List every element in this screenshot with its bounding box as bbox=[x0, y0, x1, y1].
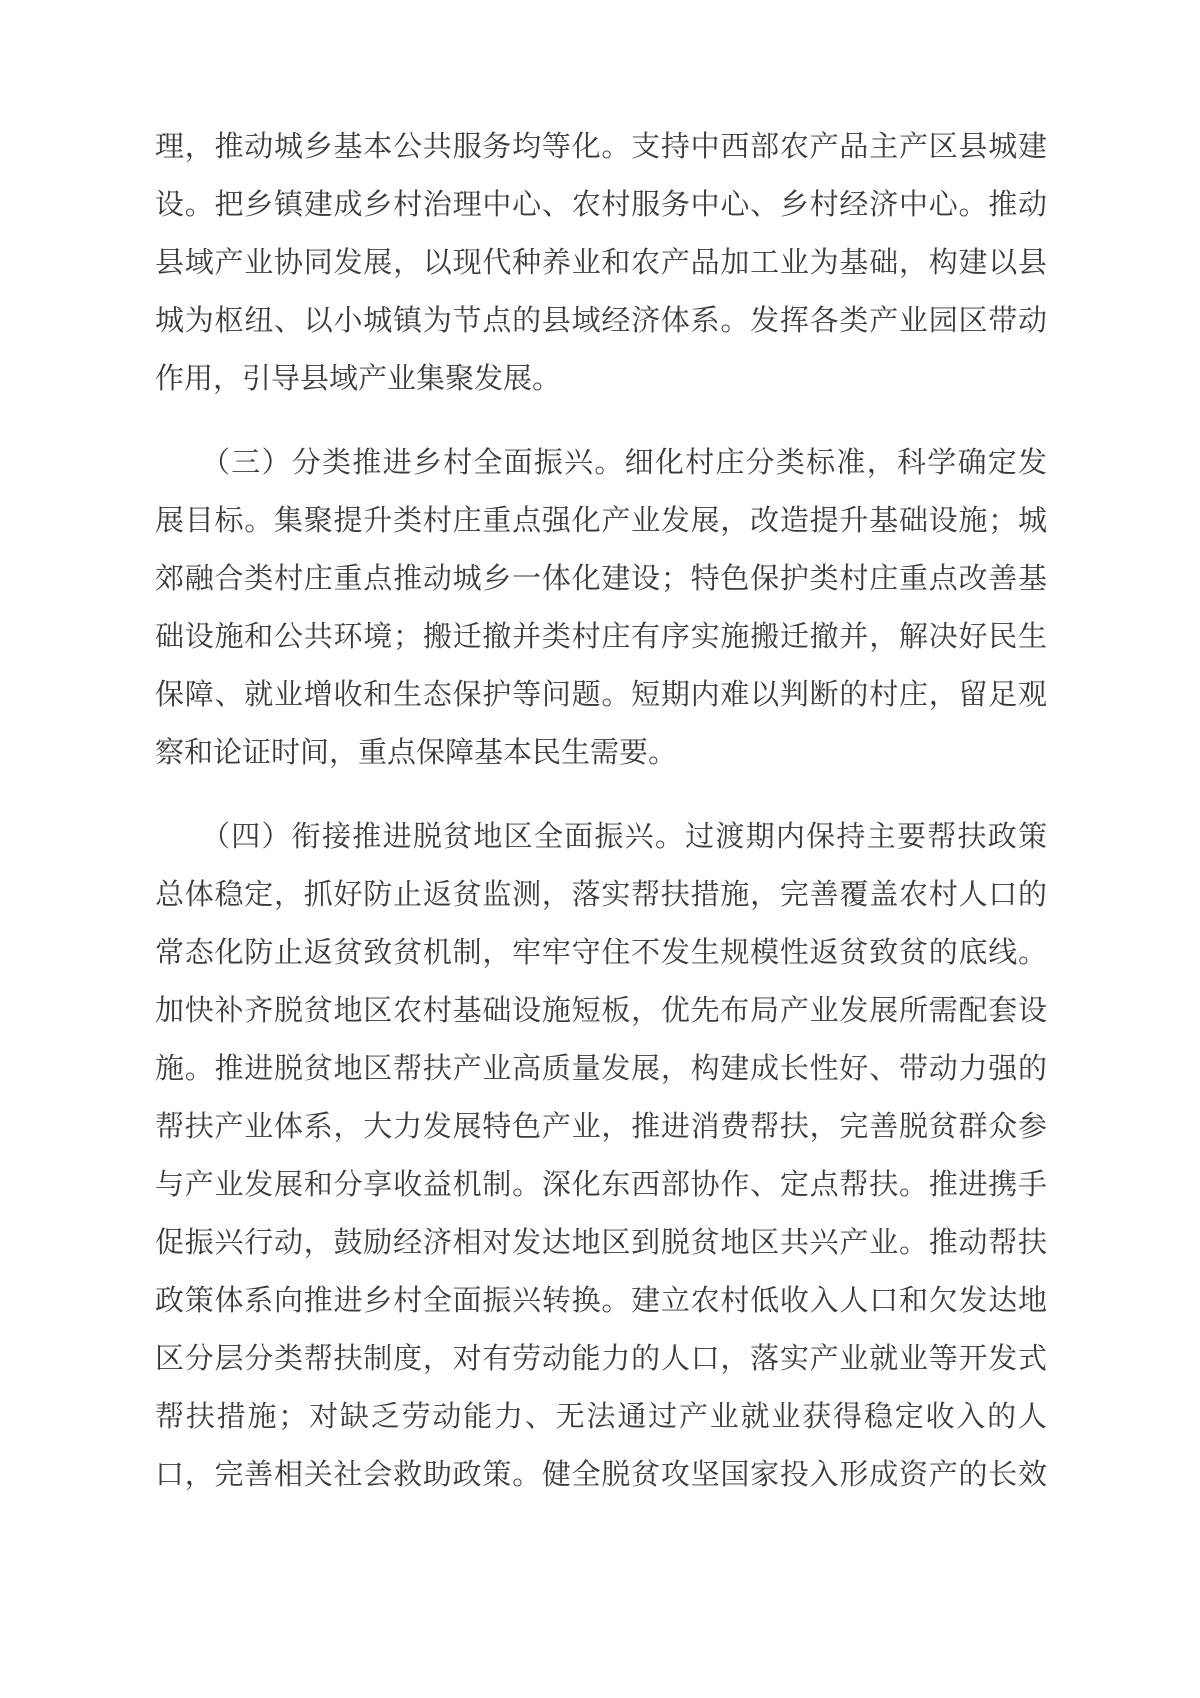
text-line: 郊融合类村庄重点推动城乡一体化建设；特色保护类村庄重点改善基 bbox=[155, 563, 1047, 595]
text-line: 区分层分类帮扶制度，对有劳动能力的人口，落实产业就业等开发式 bbox=[155, 1343, 1047, 1375]
text-line: 促振兴行动，鼓励经济相对发达地区到脱贫地区共兴产业。推动帮扶 bbox=[155, 1227, 1047, 1259]
paragraph bbox=[155, 808, 1047, 1504]
text-line: 县域产业协同发展，以现代种养业和农产品加工业为基础，构建以县 bbox=[155, 247, 1047, 279]
text-line: 城为枢纽、以小城镇为节点的县域经济体系。发挥各类产业园区带动 bbox=[155, 305, 1047, 337]
text-line: 常态化防止返贫致贫机制，牢牢守住不发生规模性返贫致贫的底线。 bbox=[155, 937, 1047, 969]
text-line: （四）衔接推进脱贫地区全面振兴。过渡期内保持主要帮扶政策 bbox=[155, 821, 1047, 853]
text-line: 加快补齐脱贫地区农村基础设施短板，优先布局产业发展所需配套设 bbox=[155, 995, 1047, 1027]
text-line: 政策体系向推进乡村全面振兴转换。建立农村低收入人口和欠发达地 bbox=[155, 1285, 1047, 1317]
text-line: 口，完善相关社会救助政策。健全脱贫攻坚国家投入形成资产的长效 bbox=[155, 1459, 1047, 1491]
document-body bbox=[155, 118, 1047, 1504]
paragraph bbox=[155, 118, 1047, 408]
text-line: 察和论证时间，重点保障基本民生需要。 bbox=[155, 737, 678, 769]
paragraph bbox=[155, 434, 1047, 782]
text-line: 保障、就业增收和生态保护等问题。短期内难以判断的村庄，留足观 bbox=[155, 679, 1047, 711]
text-line: 设。把乡镇建成乡村治理中心、农村服务中心、乡村经济中心。推动 bbox=[155, 189, 1047, 221]
text-line: 总体稳定，抓好防止返贫监测，落实帮扶措施，完善覆盖农村人口的 bbox=[155, 879, 1047, 911]
text-line: 作用，引导县域产业集聚发展。 bbox=[155, 363, 562, 395]
text-line: 帮扶产业体系，大力发展特色产业，推进消费帮扶，完善脱贫群众参 bbox=[155, 1111, 1047, 1143]
text-line: 帮扶措施；对缺乏劳动能力、无法通过产业就业获得稳定收入的人 bbox=[155, 1401, 1047, 1433]
text-line: 础设施和公共环境；搬迁撤并类村庄有序实施搬迁撤并，解决好民生 bbox=[155, 621, 1047, 653]
text-line: 展目标。集聚提升类村庄重点强化产业发展，改造提升基础设施；城 bbox=[155, 505, 1047, 537]
text-line: （三）分类推进乡村全面振兴。细化村庄分类标准，科学确定发 bbox=[155, 447, 1047, 479]
text-line: 施。推进脱贫地区帮扶产业高质量发展，构建成长性好、带动力强的 bbox=[155, 1053, 1047, 1085]
text-line: 与产业发展和分享收益机制。深化东西部协作、定点帮扶。推进携手 bbox=[155, 1169, 1047, 1201]
text-line: 理，推动城乡基本公共服务均等化。支持中西部农产品主产区县城建 bbox=[155, 131, 1047, 163]
